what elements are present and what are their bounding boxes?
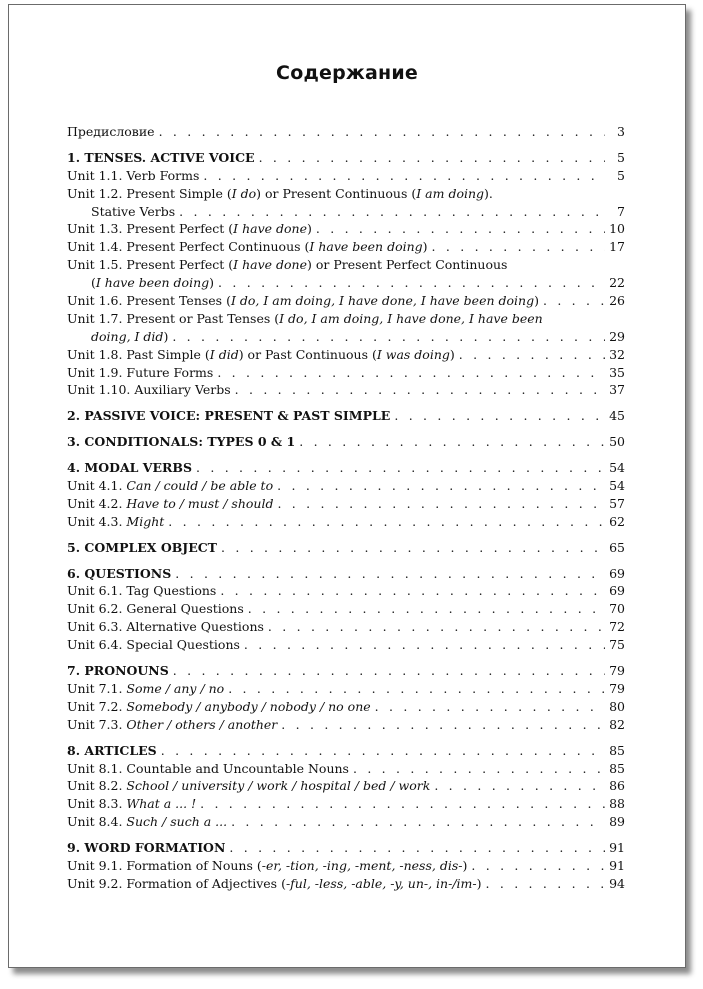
document-page bbox=[8, 4, 686, 968]
page-number: 89 bbox=[609, 814, 625, 830]
page-number: 79 bbox=[609, 680, 625, 696]
page-number: 72 bbox=[609, 619, 625, 635]
page-number: 91 bbox=[609, 840, 625, 856]
toc-entry-unit-6-4[interactable]: Unit 6.4. Special Questions . . . 75 bbox=[67, 636, 625, 654]
toc-entry-unit-9-2[interactable]: Unit 9.2. Formation of Adjectives (-ful, -less, -able, -y, un-, in-/im-) . . . 94 bbox=[67, 875, 625, 893]
page-number: 7 bbox=[617, 203, 625, 219]
toc-section-3[interactable]: 3. CONDITIONALS: TYPES 0 & 1 . . . 50 bbox=[67, 433, 625, 451]
page-number: 54 bbox=[609, 460, 625, 476]
toc-entry-unit-6-2[interactable]: Unit 6.2. General Questions . . . 70 bbox=[67, 600, 625, 618]
page-number: 17 bbox=[609, 239, 625, 255]
toc-entry-unit-1-3[interactable]: Unit 1.3. Present Perfect (I have done) . . . 10 bbox=[67, 220, 625, 238]
page-number: 3 bbox=[617, 124, 625, 139]
toc-section-4[interactable]: 4. MODAL VERBS . . . 54 bbox=[67, 459, 625, 477]
toc-section-2[interactable]: 2. PASSIVE VOICE: PRESENT & PAST SIMPLE . . . 45 bbox=[67, 407, 625, 425]
page-number: 54 bbox=[609, 478, 625, 494]
toc-entry-unit-1-4[interactable]: Unit 1.4. Present Perfect Continuous (I have been doing) . . . 17 bbox=[67, 238, 625, 256]
page-number: 69 bbox=[609, 565, 625, 581]
toc-entry-unit-4-2[interactable]: Unit 4.2. Have to / must / should . . . 57 bbox=[67, 495, 625, 513]
page-number: 37 bbox=[609, 382, 625, 398]
page-number: 85 bbox=[609, 760, 625, 776]
page-number: 75 bbox=[609, 637, 625, 653]
toc-entry-unit-1-7[interactable]: Unit 1.7. Present or Past Tenses (I do, I am doing, I have done, I have been doing, I did) . . . 29 bbox=[67, 310, 625, 346]
page-number: 50 bbox=[609, 434, 625, 450]
page-number: 26 bbox=[609, 293, 625, 309]
toc-entry-unit-8-4[interactable]: Unit 8.4. Such / such a ... . . . 89 bbox=[67, 813, 625, 831]
page-number: 80 bbox=[609, 698, 625, 714]
toc-section-7[interactable]: 7. PRONOUNS . . . 79 bbox=[67, 662, 625, 680]
page-number: 91 bbox=[609, 857, 625, 873]
toc-entry-unit-4-1[interactable]: Unit 4.1. Can / could / be able to . . . 54 bbox=[67, 477, 625, 495]
toc-section-6[interactable]: 6. QUESTIONS . . . 69 bbox=[67, 565, 625, 583]
toc-entry-unit-1-8[interactable]: Unit 1.8. Past Simple (I did) or Past Continuous (I was doing) . . . 32 bbox=[67, 346, 625, 364]
toc-entry-unit-1-2[interactable]: Unit 1.2. Present Simple (I do) or Present Continuous (I am doing). Stative Verbs . . . 7 bbox=[67, 185, 625, 221]
page-number: 70 bbox=[609, 601, 625, 617]
page-number: 35 bbox=[609, 364, 625, 380]
toc-section-5[interactable]: 5. COMPLEX OBJECT . . . 65 bbox=[67, 539, 625, 557]
toc-entry-unit-8-1[interactable]: Unit 8.1. Countable and Uncountable Nouns . . . 85 bbox=[67, 760, 625, 778]
toc-entry-unit-1-5[interactable]: Unit 1.5. Present Perfect (I have done) or Present Perfect Continuous (I have been doing) . . . 22 bbox=[67, 256, 625, 292]
table-of-contents bbox=[67, 123, 625, 893]
toc-section-8[interactable]: 8. ARTICLES . . . 85 bbox=[67, 742, 625, 760]
page-number: 32 bbox=[609, 346, 625, 362]
toc-entry-unit-8-2[interactable]: Unit 8.2. School / university / work / hospital / bed / work . . . 86 bbox=[67, 777, 625, 795]
page-number: 86 bbox=[609, 778, 625, 794]
page-number: 5 bbox=[617, 149, 625, 165]
toc-entry-unit-1-10[interactable]: Unit 1.10. Auxiliary Verbs . . . 37 bbox=[67, 381, 625, 399]
page-number: 82 bbox=[609, 716, 625, 732]
page-number: 45 bbox=[609, 408, 625, 424]
page-title: Содержание bbox=[276, 62, 418, 84]
page-number: 94 bbox=[609, 875, 625, 891]
page-number: 29 bbox=[609, 328, 625, 344]
toc-entry-unit-7-2[interactable]: Unit 7.2. Somebody / anybody / nobody / no one . . . 80 bbox=[67, 698, 625, 716]
toc-entry-preface[interactable]: Предисловие . . . 3 bbox=[67, 123, 625, 141]
toc-entry-unit-4-3[interactable]: Unit 4.3. Might . . . 62 bbox=[67, 513, 625, 531]
page-number: 57 bbox=[609, 495, 625, 511]
page-number: 10 bbox=[609, 221, 625, 237]
page-number: 88 bbox=[609, 796, 625, 812]
toc-entry-unit-1-1[interactable]: Unit 1.1. Verb Forms . . . 5 bbox=[67, 167, 625, 185]
toc-entry-unit-1-6[interactable]: Unit 1.6. Present Tenses (I do, I am doing, I have done, I have been doing) . . . 26 bbox=[67, 292, 625, 310]
toc-entry-unit-1-9[interactable]: Unit 1.9. Future Forms . . . 35 bbox=[67, 364, 625, 382]
toc-entry-unit-7-3[interactable]: Unit 7.3. Other / others / another . . . 82 bbox=[67, 716, 625, 734]
page-number: 79 bbox=[609, 663, 625, 679]
page-number: 85 bbox=[609, 742, 625, 758]
page-number: 62 bbox=[609, 513, 625, 529]
toc-section-9[interactable]: 9. WORD FORMATION . . . 91 bbox=[67, 839, 625, 857]
page-number: 69 bbox=[609, 583, 625, 599]
toc-section-1[interactable]: 1. TENSES. ACTIVE VOICE . . . 5 bbox=[67, 149, 625, 167]
toc-entry-unit-6-1[interactable]: Unit 6.1. Tag Questions . . . 69 bbox=[67, 582, 625, 600]
page-number: 5 bbox=[617, 167, 625, 183]
page-number: 65 bbox=[609, 539, 625, 555]
toc-entry-unit-9-1[interactable]: Unit 9.1. Formation of Nouns (-er, -tion, -ing, -ment, -ness, dis-) . . . 91 bbox=[67, 857, 625, 875]
toc-entry-unit-8-3[interactable]: Unit 8.3. What a ... ! . . . 88 bbox=[67, 795, 625, 813]
toc-entry-unit-6-3[interactable]: Unit 6.3. Alternative Questions . . . 72 bbox=[67, 618, 625, 636]
toc-entry-unit-7-1[interactable]: Unit 7.1. Some / any / no . . . 79 bbox=[67, 680, 625, 698]
page-number: 22 bbox=[609, 275, 625, 291]
